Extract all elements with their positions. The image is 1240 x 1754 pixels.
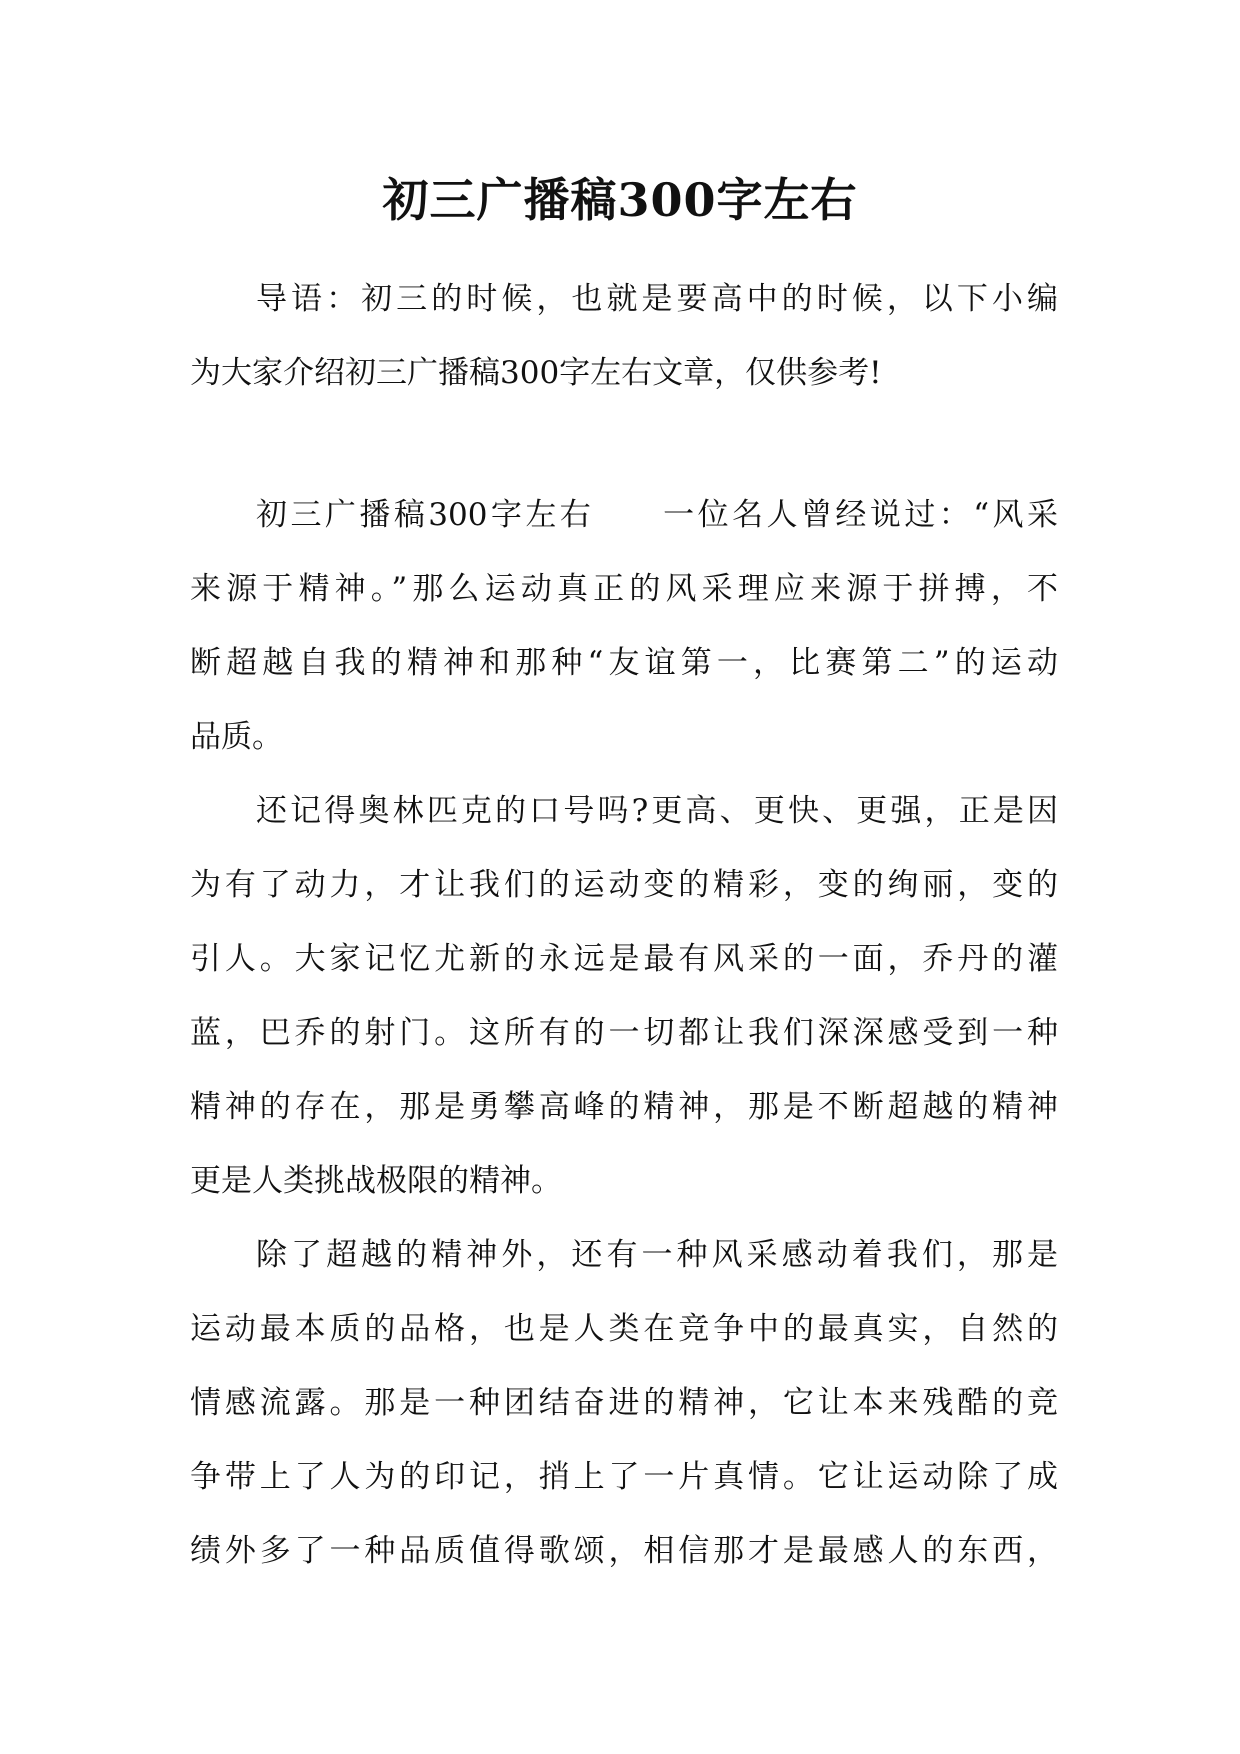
paragraph-line: 争带上了人为的印记，捎上了一片真情。它让运动除了成	[190, 1459, 1058, 1495]
paragraph-line: 情感流露。那是一种团结奋进的精神，它让本来残酷的竞	[190, 1385, 1058, 1421]
paragraph-line: 为大家介绍初三广播稿300字左右文章，仅供参考!	[190, 355, 882, 391]
paragraph-line: 导语：初三的时候，也就是要高中的时候，以下小编	[256, 281, 1058, 317]
intro-paragraph	[190, 262, 1058, 410]
paragraph-line: 来源于精神。”那么运动真正的风采理应来源于拼搏，不	[190, 571, 1058, 607]
paragraph-line: 品质。	[190, 719, 283, 755]
paragraph-line: 除了超越的精神外，还有一种风采感动着我们，那是	[256, 1237, 1058, 1273]
paragraph-line: 引人。大家记忆尤新的永远是最有风采的一面，乔丹的灌	[190, 941, 1058, 977]
body-paragraph	[190, 774, 1058, 1218]
paragraph-line: 蓝，巴乔的射门。这所有的一切都让我们深深感受到一种	[190, 1015, 1058, 1051]
paragraph-line: 运动最本质的品格，也是人类在竞争中的最真实，自然的	[190, 1311, 1058, 1347]
paragraph-line: 断超越自我的精神和那种“友谊第一，比赛第二”的运动	[190, 645, 1058, 681]
paragraph-line: 为有了动力，才让我们的运动变的精彩，变的绚丽，变的	[190, 867, 1058, 903]
document-title: 初三广播稿300字左右	[382, 173, 858, 227]
paragraph-line: 还记得奥林匹克的口号吗?更高、更快、更强，正是因	[256, 793, 1058, 829]
body-paragraph	[190, 1218, 1058, 1588]
paragraph-line: 更是人类挑战极限的精神。	[190, 1163, 562, 1199]
body-paragraph	[190, 478, 1058, 774]
document-body	[190, 262, 1058, 1588]
paragraph-spacer	[190, 410, 1058, 478]
paragraph-line: 初三广播稿300字左右 一位名人曾经说过：“风采	[256, 497, 1058, 533]
paragraph-line: 绩外多了一种品质值得歌颂，相信那才是最感人的东西，	[190, 1533, 1058, 1569]
paragraph-line: 精神的存在，那是勇攀高峰的精神，那是不断超越的精神	[190, 1089, 1058, 1125]
